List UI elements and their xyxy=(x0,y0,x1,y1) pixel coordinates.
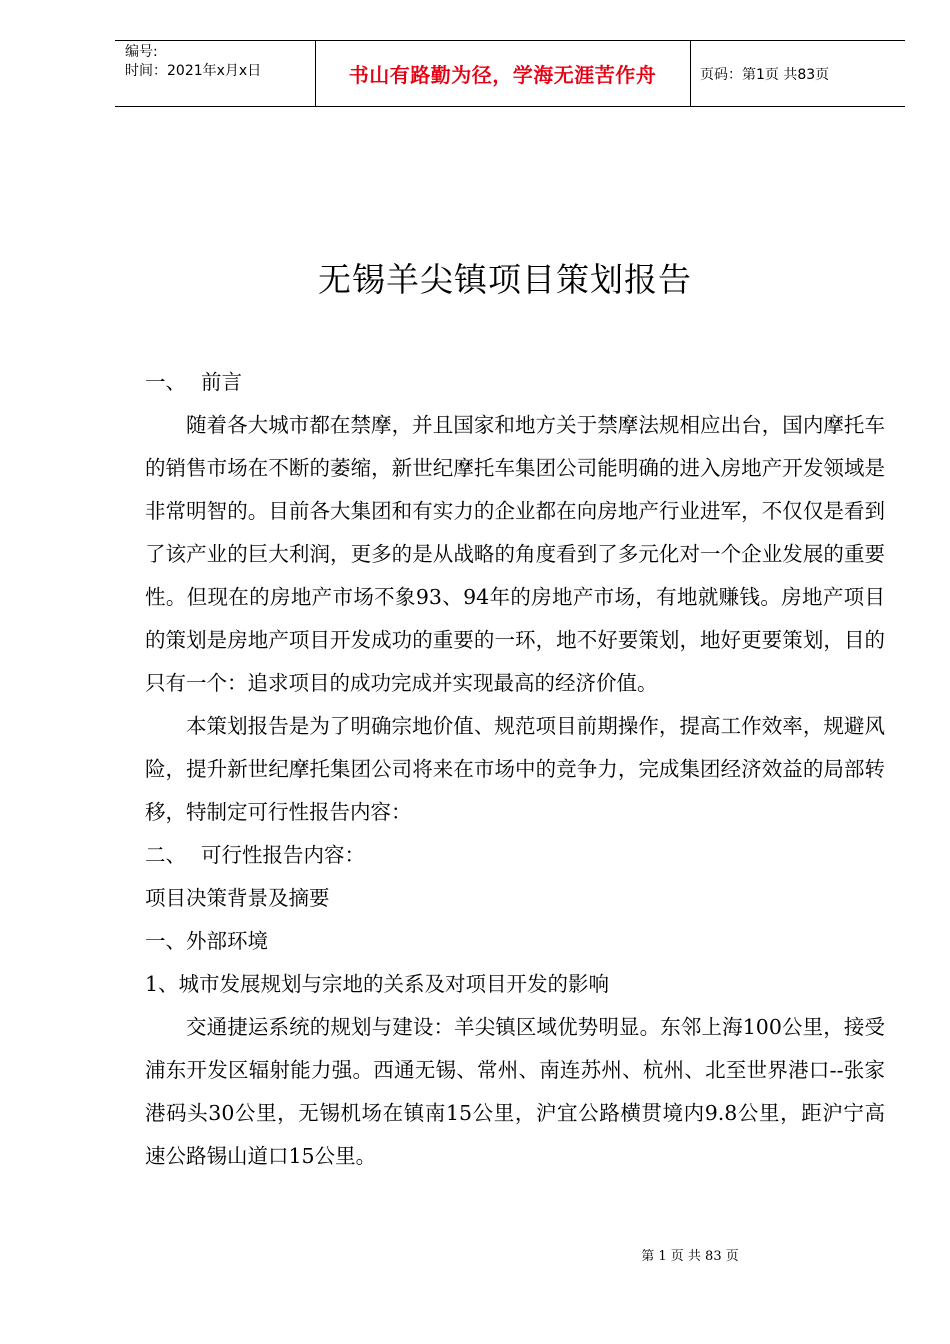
section-title: 前言 xyxy=(201,370,242,394)
subheading: 一、外部环境 xyxy=(145,929,268,953)
section-number: 一、 xyxy=(145,370,186,394)
subheading: 项目决策背景及摘要 xyxy=(145,886,330,910)
section-heading-feasibility xyxy=(145,834,885,877)
header-motto: 书山有路勤为径，学海无涯苦作舟 xyxy=(348,63,657,87)
header-page-info: 页码：第1页 共83页 xyxy=(700,66,830,83)
document-body xyxy=(145,361,885,1178)
page-footer: 第 1 页 共 83 页 xyxy=(641,1249,739,1264)
paragraph: 本策划报告是为了明确宗地价值、规范项目前期操作，提高工作效率，规避风险，提升新世纪摩托集团公司将来在市场中的竞争力，完成集团经济效益的局部转移，特制定可行性报告内容： xyxy=(145,714,885,824)
document-number-label: 编号: xyxy=(125,44,158,60)
section-title: 可行性报告内容： xyxy=(201,843,365,867)
section-heading-preface xyxy=(145,361,885,404)
document-title: 无锡羊尖镇项目策划报告 xyxy=(318,260,692,299)
header-meta xyxy=(115,41,315,106)
subheading: 1、城市发展规划与宗地的关系及对项目开发的影响 xyxy=(145,972,610,996)
page-header xyxy=(115,40,905,107)
document-time: 时间：2021年x月x日 xyxy=(125,63,262,79)
paragraph: 交通捷运系统的规划与建设：羊尖镇区域优势明显。东邻上海100公里，接受浦东开发区辐射能力强。西通无锡、常州、南连苏州、杭州、北至世界港口--张家港码头30公里，无锡机场在镇南15公里，沪宜公路横贯境内9.8公里，距沪宁高速公路锡山道口15公里。 xyxy=(145,1015,885,1168)
paragraph: 随着各大城市都在禁摩，并且国家和地方关于禁摩法规相应出台，国内摩托车的销售市场在不断的萎缩，新世纪摩托车集团公司能明确的进入房地产开发领域是非常明智的。目前各大集团和有实力的企业都在向房地产行业进军，不仅仅是看到了该产业的巨大利润，更多的是从战略的角度看到了多元化对一个企业发展的重要性。但现在的房地产市场不象93、94年的房地产市场，有地就赚钱。房地产项目的策划是房地产项目开发成功的重要的一环，地不好要策划，地好更要策划，目的只有一个：追求项目的成功完成并实现最高的经济价值。 xyxy=(145,413,885,695)
section-number: 二、 xyxy=(145,843,186,867)
